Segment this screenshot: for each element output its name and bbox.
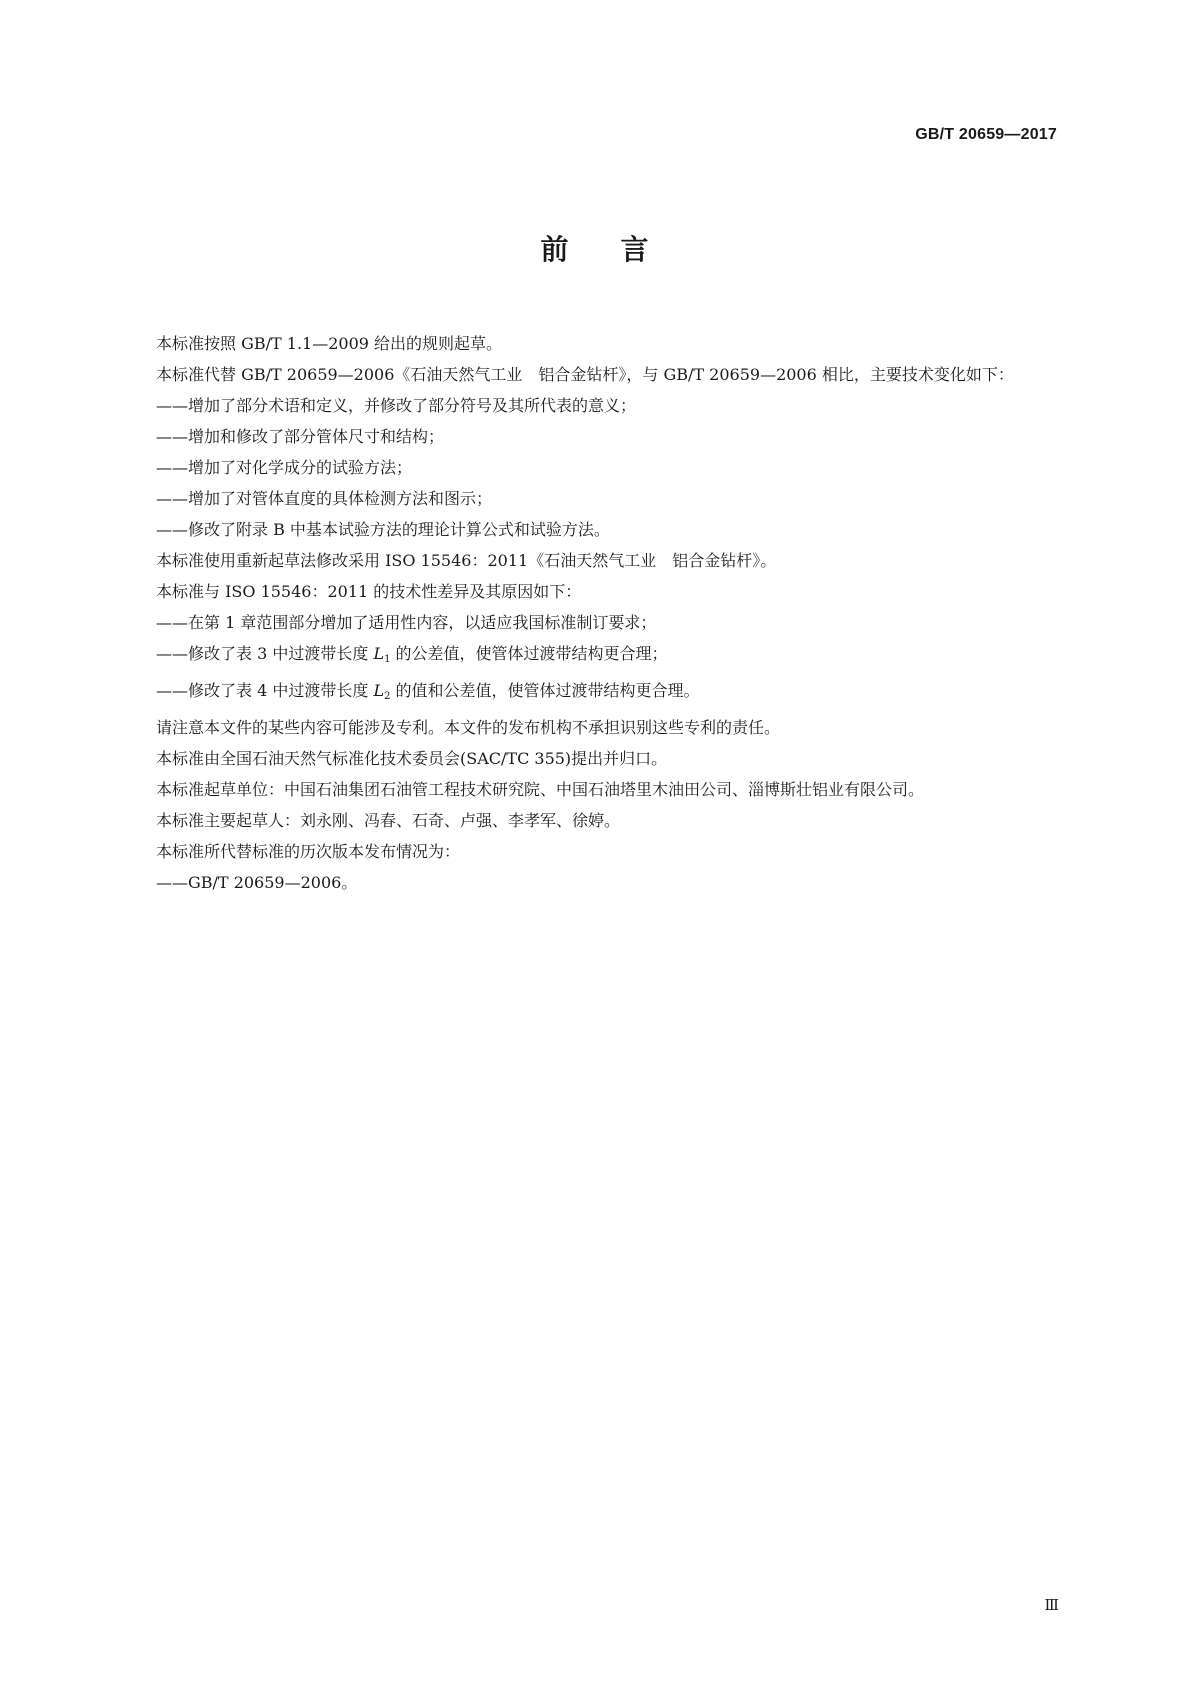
page-title-char-2: 言: [620, 233, 651, 266]
list-item-text: ——修改了表 4 中过渡带长度: [156, 681, 374, 700]
list-item: ——增加了对化学成分的试验方法；: [156, 458, 413, 477]
list-item: ——修改了附录 B 中基本试验方法的理论计算公式和试验方法。: [156, 520, 610, 539]
list-item: ——在第 1 章范围部分增加了适用性内容，以适应我国标准制订要求；: [156, 613, 657, 632]
foreword-body: [124, 328, 1065, 898]
list-item-text: 的公差值，使管体过渡带结构更合理；: [390, 644, 668, 663]
list-item: [124, 675, 1065, 712]
paragraph: 本标准使用重新起草法修改采用 ISO 15546：2011《石油天然气工业 铝合金钻杆》。: [156, 551, 777, 570]
paragraph: 请注意本文件的某些内容可能涉及专利。本文件的发布机构不承担识别这些专利的责任。: [156, 718, 781, 737]
variable-symbol: L: [373, 644, 385, 663]
list-item-text: 的值和公差值，使管体过渡带结构更合理。: [390, 681, 700, 700]
page-title: [0, 228, 1191, 268]
variable-symbol: L: [373, 681, 385, 700]
list-item: ——增加和修改了部分管体尺寸和结构；: [156, 427, 445, 446]
paragraph: 本标准主要起草人：刘永刚、冯春、石奇、卢强、李孝军、徐婷。: [156, 811, 621, 830]
variable-subscript: 1: [384, 654, 391, 665]
paragraph: 本标准与 ISO 15546：2011 的技术性差异及其原因如下：: [156, 582, 582, 601]
paragraph: 本标准所代替标准的历次版本发布情况为：: [156, 842, 461, 861]
page-number: Ⅲ: [1044, 1596, 1059, 1614]
list-item: ——增加了部分术语和定义，并修改了部分符号及其所代表的意义；: [156, 396, 637, 415]
standard-code: GB/T 20659—2017: [915, 126, 1057, 143]
list-item: ——GB/T 20659—2006。: [156, 873, 358, 892]
paragraph: 本标准代替 GB/T 20659—2006《石油天然气工业 铝合金钻杆》，与 GB/T 20659—2006 相比，主要技术变化如下：: [156, 365, 1014, 384]
variable-subscript: 2: [384, 691, 391, 702]
page-title-char-1: 前: [540, 233, 571, 266]
paragraph: 本标准按照 GB/T 1.1—2009 给出的规则起草。: [156, 334, 503, 353]
list-item: ——增加了对管体直度的具体检测方法和图示；: [156, 489, 493, 508]
paragraph: 本标准起草单位：中国石油集团石油管工程技术研究院、中国石油塔里木油田公司、淄博斯壮铝业有限公司。: [156, 780, 925, 799]
list-item-text: ——修改了表 3 中过渡带长度: [156, 644, 374, 663]
paragraph: 本标准由全国石油天然气标准化技术委员会(SAC/TC 355)提出并归口。: [156, 749, 668, 768]
list-item: [124, 638, 1065, 675]
